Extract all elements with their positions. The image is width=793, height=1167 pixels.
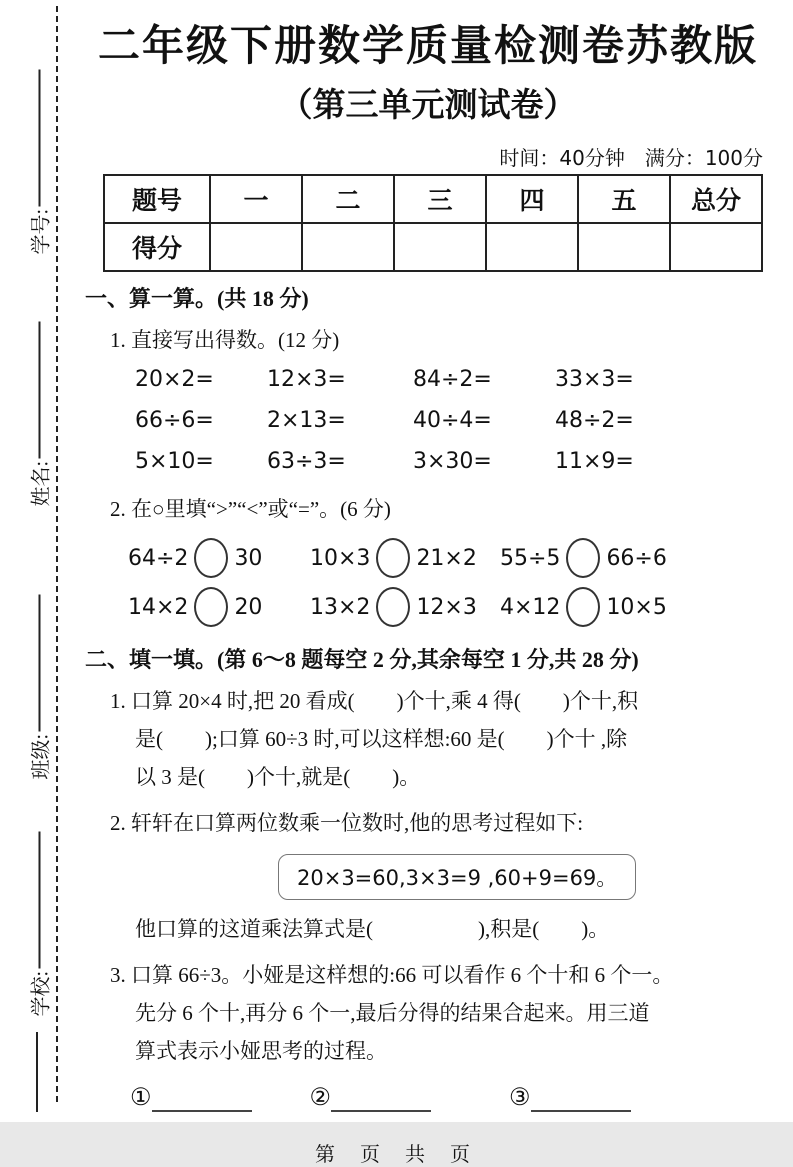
score-cell xyxy=(578,223,670,271)
comparison-left: 13×2 xyxy=(310,594,371,620)
answer-item xyxy=(310,1083,432,1112)
section-two-heading: 二、填一填。(第 6～8 题每空 2 分,其余每空 1 分,共 28 分) xyxy=(85,646,639,672)
header-cell-total: 总分 xyxy=(670,175,762,223)
score-row-label: 得分 xyxy=(104,223,210,271)
compare-circle xyxy=(194,538,228,578)
answer-marker: ③ xyxy=(509,1084,531,1111)
problem-item: 84÷2= xyxy=(413,366,492,392)
comparison-row xyxy=(85,584,771,631)
answer-blank-line xyxy=(331,1086,431,1112)
section-one-q2-label: 2. 在○里填“>”“<”或“=”。(6 分) xyxy=(110,496,391,521)
score-cell xyxy=(394,223,486,271)
compare-circle xyxy=(566,538,600,578)
score-cell xyxy=(210,223,302,271)
sidebar-field-class xyxy=(24,595,54,780)
page-subtitle: （第三单元测试卷） xyxy=(279,84,577,124)
thought-process-box: 20×3=60,3×3=9 ,60+9=69。 xyxy=(278,854,636,900)
q3-line: 3. 口算 66÷3。小娅是这样想的:66 可以看作 6 个十和 6 个一。 xyxy=(110,962,674,987)
comparison-right: 30 xyxy=(234,545,263,571)
problem-item: 11×9= xyxy=(555,448,634,474)
answer-blank-line xyxy=(152,1086,252,1112)
problem-item: 33×3= xyxy=(555,366,634,392)
header-cell-one: 一 xyxy=(210,175,302,223)
comparison-left: 10×3 xyxy=(310,545,371,571)
header-cell-two: 二 xyxy=(302,175,394,223)
fill-blank-line: 1. 口算 20×4 时,把 20 看成( )个十,乘 4 得( )个十,积 xyxy=(110,688,639,713)
q3-line: 算式表示小娅思考的过程。 xyxy=(135,1038,387,1063)
comparison-item xyxy=(128,538,310,578)
fill-blank-line: 是( );口算 60÷3 时,可以这样想:60 是( )个十 ,除 xyxy=(135,726,628,751)
problem-item: 20×2= xyxy=(135,366,214,392)
fill-in-line xyxy=(37,322,40,459)
q3-answer-row xyxy=(85,1082,771,1112)
compare-circle xyxy=(376,538,410,578)
fill-in-line xyxy=(37,595,40,732)
problem-item: 12×3= xyxy=(267,366,346,392)
q3-line: 先分 6 个十,再分 6 个一,最后分得的结果合起来。用三道 xyxy=(135,1000,650,1025)
page-title: 二年级下册数学质量检测卷苏教版 xyxy=(97,21,758,70)
q2-answer-line: 他口算的这道乘法算式是( ),积是( )。 xyxy=(135,916,610,941)
comparison-item xyxy=(310,587,500,627)
answer-blank-line xyxy=(531,1086,631,1112)
comparison-right: 21×2 xyxy=(416,545,477,571)
score-cell xyxy=(486,223,578,271)
sidebar-field-label: 班级: xyxy=(30,733,52,780)
compare-circle xyxy=(566,587,600,627)
sidebar-field-label: 学号: xyxy=(30,208,52,255)
comparison-item xyxy=(500,587,667,627)
comparison-left: 64÷2 xyxy=(128,545,189,571)
fill-in-line xyxy=(37,70,40,207)
score-table-header-row xyxy=(104,175,762,223)
score-cell xyxy=(670,223,762,271)
problem-item: 48÷2= xyxy=(555,407,634,433)
problem-item: 2×13= xyxy=(267,407,346,433)
problem-item: 5×10= xyxy=(135,448,214,474)
score-table xyxy=(103,174,763,272)
answer-item xyxy=(509,1083,631,1112)
content-area xyxy=(85,0,771,1167)
compare-circle xyxy=(194,587,228,627)
section-one-q1-label: 1. 直接写出得数。(12 分) xyxy=(110,327,340,352)
comparison-right: 66÷6 xyxy=(606,545,667,571)
answer-item xyxy=(130,1083,252,1112)
comparison-left: 14×2 xyxy=(128,594,189,620)
comparison-item xyxy=(310,538,500,578)
problem-item: 3×30= xyxy=(413,448,492,474)
sidebar-field-label: 学校: xyxy=(30,970,52,1017)
comparison-left: 55÷5 xyxy=(500,545,561,571)
comparison-item xyxy=(128,587,310,627)
sidebar-field-school xyxy=(24,832,54,1017)
comparison-right: 12×3 xyxy=(416,594,477,620)
comparison-right: 10×5 xyxy=(606,594,667,620)
q2-intro-line: 2. 轩轩在口算两位数乘一位数时,他的思考过程如下: xyxy=(110,810,584,835)
comparison-item xyxy=(500,538,667,578)
exam-meta: 时间：40分钟 满分：100分 xyxy=(499,145,763,170)
comparison-right: 20 xyxy=(234,594,263,620)
header-cell-three: 三 xyxy=(394,175,486,223)
header-cell-five: 五 xyxy=(578,175,670,223)
fill-blank-line: 以 3 是( )个十,就是( )。 xyxy=(135,764,421,789)
oral-calculation-grid xyxy=(85,368,771,474)
section-one-heading: 一、算一算。(共 18 分) xyxy=(85,285,309,311)
answer-marker: ① xyxy=(130,1084,152,1111)
header-cell-four: 四 xyxy=(486,175,578,223)
problem-item: 66÷6= xyxy=(135,407,214,433)
problem-item: 63÷3= xyxy=(267,448,346,474)
compare-circle xyxy=(376,587,410,627)
problem-item: 40÷4= xyxy=(413,407,492,433)
seal-dashed-line xyxy=(56,6,58,1102)
sidebar-field-name xyxy=(24,322,54,507)
fill-in-line xyxy=(37,832,40,969)
comparison-row xyxy=(85,535,771,582)
sidebar-field-student-number xyxy=(24,70,54,255)
sidebar-field-label: 姓名: xyxy=(30,460,52,507)
page-footer: 第 页 共 页 xyxy=(315,1143,480,1166)
fill-in-line xyxy=(36,1032,38,1112)
score-cell xyxy=(302,223,394,271)
header-cell-question-number: 题号 xyxy=(104,175,210,223)
score-table-score-row xyxy=(104,223,762,271)
answer-marker: ② xyxy=(309,1084,332,1111)
comparison-left: 4×12 xyxy=(500,594,561,620)
